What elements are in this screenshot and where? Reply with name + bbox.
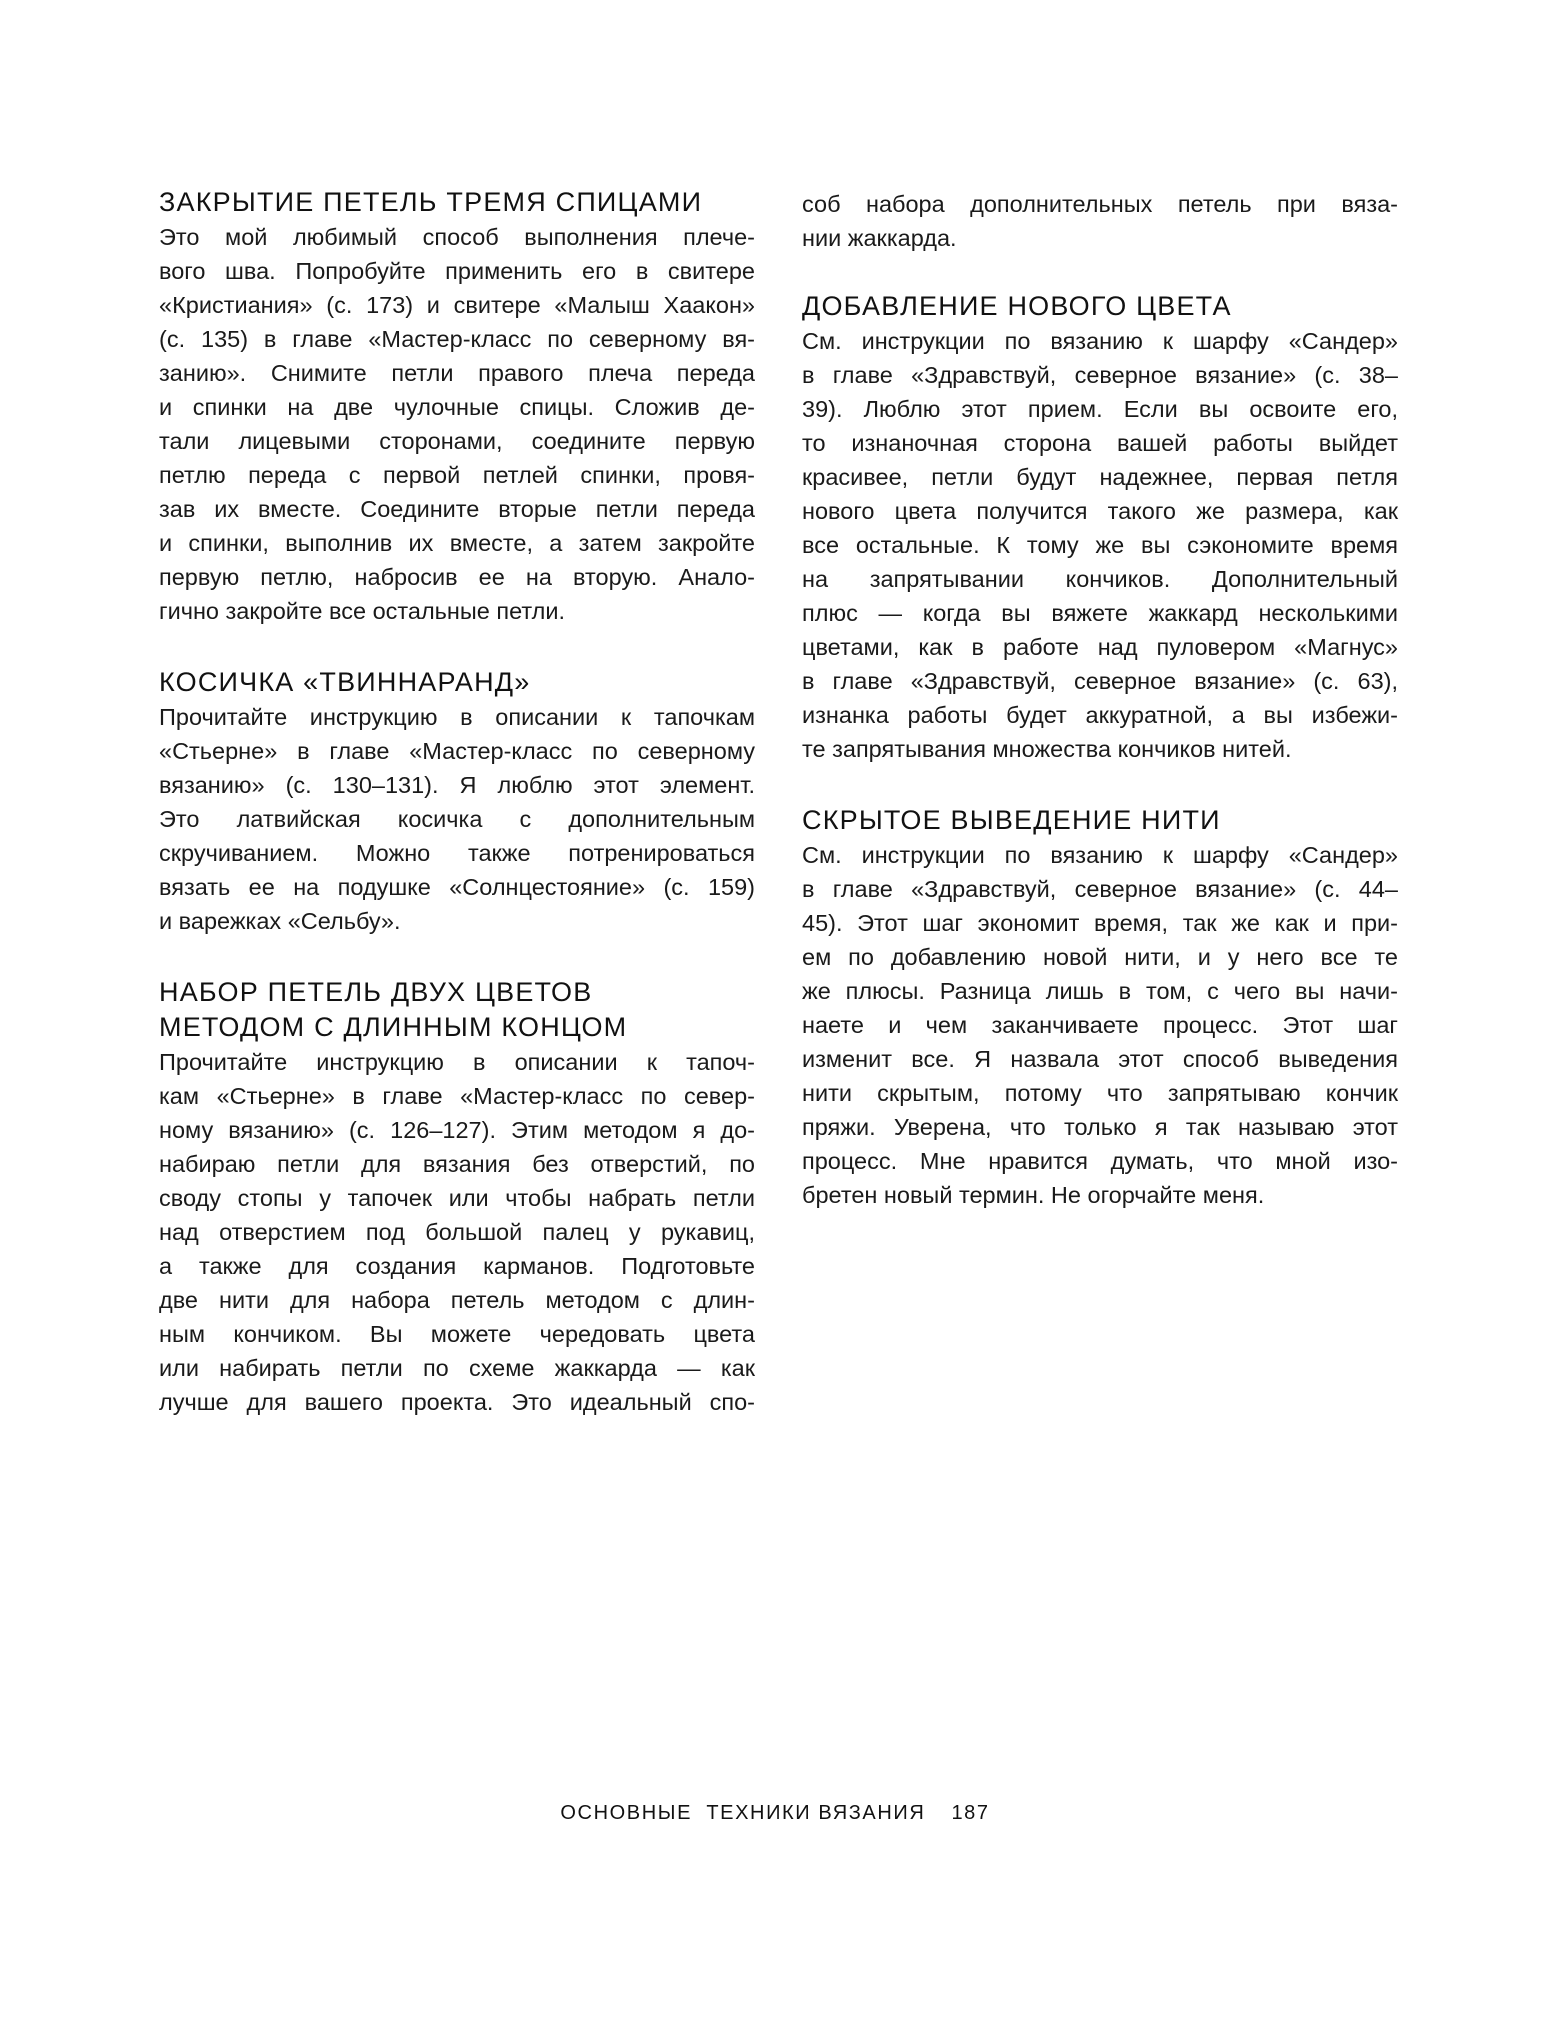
body-text-line: первую петлю, набросив ее на вторую. Анало-: [159, 564, 755, 590]
body-text-line: то изнаночная сторона вашей работы выйдет: [802, 430, 1398, 456]
section-heading: КОСИЧКА «ТВИННАРАНД»: [159, 667, 531, 697]
body-text-line: нии жаккарда.: [802, 225, 957, 251]
body-text-line: вязать ее на подушке «Солнцестояние» (с. 159): [159, 874, 755, 900]
section-heading: НАБОР ПЕТЕЛЬ ДВУХ ЦВЕТОВ: [159, 977, 593, 1007]
body-text-line: на запрятывании кончиков. Дополнительный: [802, 566, 1398, 592]
body-text-line: или набирать петли по схеме жаккарда — как: [159, 1355, 755, 1381]
body-text-line: плюс — когда вы вяжете жаккард несколькими: [802, 600, 1398, 626]
body-text-line: все остальные. К тому же вы сэкономите время: [802, 532, 1398, 558]
page-footer: [0, 1802, 1550, 1825]
body-text-line: скручиванием. Можно также потренироваться: [159, 840, 755, 866]
body-text-line: Прочитайте инструкцию в описании к тапоч-: [159, 1049, 755, 1075]
section-heading: СКРЫТОЕ ВЫВЕДЕНИЕ НИТИ: [802, 805, 1221, 835]
body-text-line: См. инструкции по вязанию к шарфу «Сандер»: [802, 842, 1398, 868]
body-text-line: же плюсы. Разница лишь в том, с чего вы начи-: [802, 978, 1398, 1004]
body-text-line: наете и чем заканчиваете процесс. Этот шаг: [802, 1012, 1398, 1038]
body-text-line: 39). Люблю этот прием. Если вы освоите его,: [802, 396, 1398, 422]
section-heading: МЕТОДОМ С ДЛИННЫМ КОНЦОМ: [159, 1012, 628, 1042]
body-text-line: красивее, петли будут надежнее, первая петля: [802, 464, 1398, 490]
body-text-line: в главе «Здравствуй, северное вязание» (с. 44–: [802, 876, 1398, 902]
body-text-line: 45). Этот шаг экономит время, так же как и при-: [802, 910, 1398, 936]
body-text-line: ным кончиком. Вы можете чередовать цвета: [159, 1321, 755, 1347]
section-adding-new-color: [802, 289, 1398, 766]
body-text-line: петлю переда с первой петлей спинки, провя-: [159, 462, 755, 488]
running-title: ОСНОВНЫЕ ТЕХНИКИ ВЯЗАНИЯ: [560, 1802, 926, 1824]
body-text-line: изнанка работы будет аккуратной, а вы избежи-: [802, 702, 1398, 728]
body-text-line: тали лицевыми сторонами, соедините первую: [159, 428, 755, 454]
section-continuation: [802, 187, 1398, 255]
body-text-line: набираю петли для вязания без отверстий, по: [159, 1151, 755, 1177]
body-text-line: См. инструкции по вязанию к шарфу «Сандер»: [802, 328, 1398, 354]
body-text-line: Это латвийская косичка с дополнительным: [159, 806, 755, 832]
body-text-line: лучше для вашего проекта. Это идеальный спо-: [159, 1389, 755, 1415]
body-text-line: гично закройте все остальные петли.: [159, 598, 566, 624]
body-text-line: изменит все. Я назвала этот способ выведения: [802, 1046, 1398, 1072]
body-text-line: Прочитайте инструкцию в описании к тапочкам: [159, 704, 755, 730]
body-text-line: цветами, как в работе над пуловером «Магнус»: [802, 634, 1398, 660]
body-text-line: в главе «Здравствуй, северное вязание» (с. 38–: [802, 362, 1398, 388]
body-text-line: а также для создания карманов. Подготовьте: [159, 1253, 755, 1279]
body-text-line: зав их вместе. Соедините вторые петли переда: [159, 496, 755, 522]
section-two-color-long-tail-cast-on: [159, 975, 755, 1419]
body-text-line: кам «Стьерне» в главе «Мастер-класс по север-: [159, 1083, 755, 1109]
body-text-line: соб набора дополнительных петель при вяза-: [802, 191, 1398, 217]
body-text-line: «Стьерне» в главе «Мастер-класс по северному: [159, 738, 755, 764]
body-text-line: ному вязанию» (с. 126–127). Этим методом я до-: [159, 1117, 755, 1143]
body-text-line: ем по добавлению новой нити, и у него все те: [802, 944, 1398, 970]
body-text-line: занию». Снимите петли правого плеча переда: [159, 360, 755, 386]
body-text-line: две нити для набора петель методом с длин-: [159, 1287, 755, 1313]
body-text-line: вязанию» (с. 130–131). Я люблю этот элемент.: [159, 772, 755, 798]
page-number: 187: [951, 1802, 990, 1824]
body-text-line: вого шва. Попробуйте применить его в свитере: [159, 258, 755, 284]
body-text-line: нити скрытым, потому что запрятываю кончик: [802, 1080, 1398, 1106]
section-three-needle-bind-off: [159, 185, 755, 628]
body-text-line: над отверстием под большой палец у рукавиц,: [159, 1219, 755, 1245]
body-text-line: и спинки на две чулочные спицы. Сложив де-: [159, 394, 755, 420]
body-text-line: своду стопы у тапочек или чтобы набрать петли: [159, 1185, 755, 1211]
body-text-line: и спинки, выполнив их вместе, а затем закройте: [159, 530, 755, 556]
body-text-line: Это мой любимый способ выполнения плече-: [159, 224, 755, 250]
body-text-line: в главе «Здравствуй, северное вязание» (с. 63),: [802, 668, 1398, 694]
section-heading: ЗАКРЫТИЕ ПЕТЕЛЬ ТРЕМЯ СПИЦАМИ: [159, 187, 703, 217]
body-text-line: и варежках «Сельбу».: [159, 908, 401, 934]
section-heading: ДОБАВЛЕНИЕ НОВОГО ЦВЕТА: [802, 291, 1232, 321]
section-twinnarand-braid: [159, 665, 755, 938]
body-text-line: (с. 135) в главе «Мастер-класс по северному вя-: [159, 326, 755, 352]
body-text-line: пряжи. Уверена, что только я так называю этот: [802, 1114, 1398, 1140]
body-text-line: те запрятывания множества кончиков нитей.: [802, 736, 1292, 762]
body-text-line: процесс. Мне нравится думать, что мной изо-: [802, 1148, 1398, 1174]
body-text-line: «Кристиания» (с. 173) и свитере «Малыш Хаакон»: [159, 292, 755, 318]
body-text-line: нового цвета получится такого же размера, как: [802, 498, 1398, 524]
section-hidden-yarn-tail: [802, 803, 1398, 1212]
body-text-line: бретен новый термин. Не огорчайте меня.: [802, 1182, 1265, 1208]
